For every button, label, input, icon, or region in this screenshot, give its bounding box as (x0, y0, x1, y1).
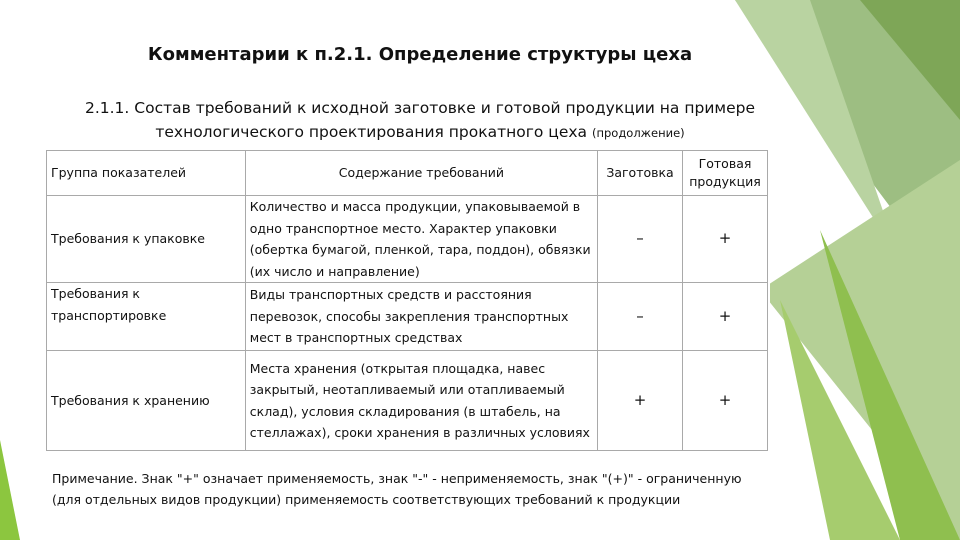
row-blank-mark: – (598, 196, 683, 283)
requirements-table-panel (44, 150, 770, 514)
row-content: Места хранения (открытая площадка, навес закрытый, неотапливаемый или отапливаемый склад), условия складирования (в штабель, на стеллажах), сроки хранения в различных условиях (245, 351, 597, 451)
row-blank-mark: + (598, 351, 683, 451)
row-content: Виды транспортных средств и расстояния перевозок, способы закрепления транспортных мест в транспортных средствах (245, 283, 597, 351)
row-content: Количество и масса продукции, упаковываемой в одно транспортное место. Характер упаковки (обертка бумагой, пленкой, тара, поддон), обвязки (их число и направление) (245, 196, 597, 283)
slide-title: Комментарии к п.2.1. Определение структуры цеха (147, 44, 693, 65)
row-group: Требования к хранению (47, 351, 246, 451)
subtitle-main: 2.1.1. Состав требований к исходной заготовке и готовой продукции на примере технологического проектирования прокатного цеха (84, 99, 755, 141)
table-row (47, 196, 768, 283)
row-product-mark: + (683, 351, 768, 451)
header-content: Содержание требований (245, 151, 597, 196)
subtitle-continuation: (продолжение) (592, 126, 685, 140)
requirements-table (46, 150, 768, 451)
table-header-row (47, 151, 768, 196)
row-product-mark: + (683, 196, 768, 283)
row-group: Требования к упаковке (47, 196, 246, 283)
table-row (47, 283, 768, 351)
header-product: Готовая продукция (683, 151, 768, 196)
row-product-mark: + (683, 283, 768, 351)
header-blank: Заготовка (598, 151, 683, 196)
header-group: Группа показателей (47, 151, 246, 196)
slide-subtitle (60, 96, 780, 145)
table-note: Примечание. Знак "+" означает применяемость, знак "-" - неприменяемость, знак "(+)" - ограниченную (для отдельных видов продукции) применяемость соответствующих требований к продукции (52, 471, 742, 507)
row-blank-mark: – (598, 283, 683, 351)
table-row (47, 351, 768, 451)
row-group: Требования к транспортировке (47, 283, 246, 351)
